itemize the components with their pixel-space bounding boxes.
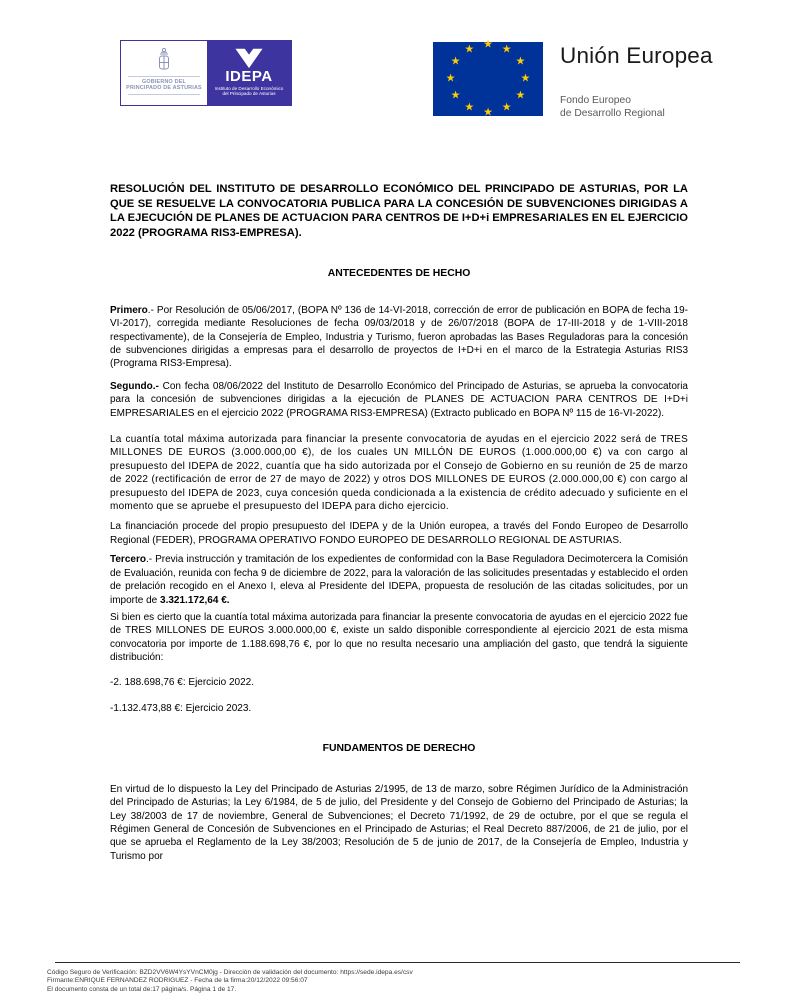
gobierno-label-line2: PRINCIPADO DE ASTURIAS [126,85,202,92]
eu-star-icon: ★ [445,72,456,85]
paragraph-segundo [110,380,688,420]
footer-page-count: El documento consta de un total de:17 página/s. Página 1 de 17. [47,985,237,993]
idepa-gobierno-logo [120,40,292,106]
idepa-acronym: IDEPA [225,68,273,85]
paragraph-fundamentos: En virtud de lo dispuesto la Ley del Principado de Asturias 2/1995, de 13 de marzo, sobre Régimen Jurídico de la Administración del Principado de Asturias; la Ley 6/1984, de 5 de julio, del Presidente y del Consejo de Gobierno del Principado de Asturias; la Ley 38/2003 de 17 de noviembre, General de Subvenciones; el Decreto 71/1992, de 29 de octubre, por el que se regula el Régimen General de Concesión de Subvenciones en el Principado de Asturias; el Real Decreto 887/2006, de 21 de julio, por el que se aprueba el Reglamento de la Ley 38/2003; Resolución de 5 de junio de 2017, de la Consejería de Empleo, Industria y Turismo por [110,783,688,862]
tercero-lead: Tercero [110,554,146,566]
eu-star-icon: ★ [501,101,512,114]
tercero-text: .- Previa instrucción y tramitación de los expedientes de conformidad con la Base Reguladora Decimotercera la Comisión de Evaluación, reunida con fecha 9 de diciembre de 2022, para la valoración de las solicitudes presentadas y establecido el orden de prelación recogido en el Anexo I, eleva al Presidente del IDEPA, propuesta de resolución de las citadas solicitudes, por un importe de [110,554,688,606]
antecedentes-heading: ANTECEDENTES DE HECHO [327,268,471,280]
eu-star-icon: ★ [464,43,475,56]
paragraph-primero [110,304,688,371]
eu-subtitle [560,94,713,120]
paragraph-financiacion: La financiación procede del propio presupuesto del IDEPA y de la Unión europea, a través del Fondo Europeo de Desarrollo Regional (FEDER), PROGRAMA OPERATIVO FONDO EUROPEO DE DESARROLLO REGIONAL DE ASTURIAS. [110,521,688,546]
eu-subtitle-line1: Fondo Europeo [560,95,631,106]
divider [128,76,200,77]
segundo-text: Con fecha 08/06/2022 del Instituto de Desarrollo Económico del Principado de Asturias, se aprueba la convocatoria para la concesión de subvenciones dirigidas a la ejecución de PLANES DE ACTUACION PARA CENTROS DE I+D+i EMPRESARIALES en el ejercicio 2022 (PROGRAMA RIS3-EMPRESA) (Extracto publicado en BOPA Nº 115 de 16-VI-2022). [110,380,688,419]
asturias-crest-icon [156,46,172,74]
segundo-lead: Segundo.- [110,380,159,392]
divider [128,94,200,95]
eu-star-icon: ★ [501,43,512,56]
idepa-logo-block [207,41,291,105]
footer-signer: Firmante:ENRIQUE FERNANDEZ RODRIGUEZ - Fecha de la firma:20/12/2022 09:56:07 [47,977,308,985]
eu-star-icon: ★ [520,72,531,85]
primero-text: .- Por Resolución de 05/06/2017, (BOPA Nº 136 de 14-VI-2018, corrección de error de publicación en BOPA de fecha 19-VI-2017), corregida mediante Resoluciones de fecha 09/03/2018 y de 26/07/2018 (BOPA de 17-III-2018 y de 1-VIII-2018 respectivamente), de la Consejería de Empleo, Industria y Turismo, fueron aprobadas las Bases Reguladoras para la concesión de subvenciones dirigidas a empresas para el desarrollo de proyectos de I+D+i en el marco de la Estrategia Asturias RIS3 (Programa RIS3-Empresa). [110,304,688,370]
primero-lead: Primero [110,304,148,316]
footer-verification-code: Código Seguro de Verificación: BZD2VV6W4YsYVnCM0jg - Dirección de validación del documento: https://sede.idepa.es/csv [47,969,413,976]
eu-star-icon: ★ [483,38,493,51]
idepa-subtitle: Instituto de Desarrollo Económico del Principado de Asturias [214,86,284,97]
fundamentos-heading: FUNDAMENTOS DE DERECHO [322,743,476,755]
distribution-2023: -1.132.473,88 €: Ejercicio 2023. [110,702,252,714]
victory-cross-icon [232,47,266,69]
paragraph-tercero [110,553,688,607]
gobierno-label-line1: GOBIERNO DEL [141,79,187,85]
eu-flag-icon [433,38,543,119]
footer-divider [55,962,740,963]
eu-star-icon: ★ [464,101,475,114]
eu-star-icon: ★ [515,89,526,102]
eu-title: Unión Europea [560,43,713,68]
gobierno-asturias-logo [121,41,207,105]
eu-star-icon: ★ [515,55,526,68]
tercero-amount: 3.321.172,64 €. [160,594,230,606]
signature-footer [47,969,752,994]
eu-star-icon: ★ [450,89,461,102]
eu-subtitle-line2: de Desarrollo Regional [560,108,665,119]
document-content [110,182,688,863]
paragraph-saldo: Si bien es cierto que la cuantía total máxima autorizada para financiar la presente convocatoria de ayudas en el ejercicio 2022 fue de TRES MILLONES DE EUROS 3.000.000,00 €, existe un saldo disponible correspondiente al ejercicio 2021 de esta misma convocatoria por importe de 1.188.698,76 €, por lo que no resulta necesario una ampliación del gasto, que tendrá la siguiente distribución: [110,611,688,664]
document-title: RESOLUCIÓN DEL INSTITUTO DE DESARROLLO ECONÓMICO DEL PRINCIPADO DE ASTURIAS, POR LA QUE SE RESUELVE LA CONVOCATORIA PUBLICA PARA LA CONCESIÓN DE SUBVENCIONES DIRIGIDAS A LA EJECUCIÓN DE PLANES DE ACTUACION PARA CENTROS DE I+D+i EMPRESARIALES EN EL EJERCICIO 2022 (PROGRAMA RIS3-EMPRESA). [110,183,688,239]
distribution-2022: -2. 188.698,76 €: Ejercicio 2022. [110,676,254,688]
eu-logo-text [560,42,713,120]
eu-logo [433,38,713,120]
paragraph-cuantia: La cuantía total máxima autorizada para financiar la presente convocatoria de ayudas en el ejercicio 2022 será de TRES MILLONES DE EUROS (3.000.000,00 €), de los cuales UN MILLÓN DE EUROS (1.000.000,00 €) va con cargo al presupuesto del IDEPA de 2022, cuantía que ha sido autorizada por el Consejo de Gobierno en su reunión de 25 de marzo de 2022 (rectificación de error de 27 de mayo de 2022) y otros DOS MILLONES DE EUROS (2.000.000,00 €) con cargo al presupuesto del IDEPA de 2023, cuya concesión queda condicionada a la existencia de crédito adecuado y suficiente en el momento que se apruebe el presupuesto del IDEPA para dicho ejercicio. [110,434,688,513]
eu-star-icon: ★ [483,106,493,119]
eu-star-icon: ★ [450,55,461,68]
